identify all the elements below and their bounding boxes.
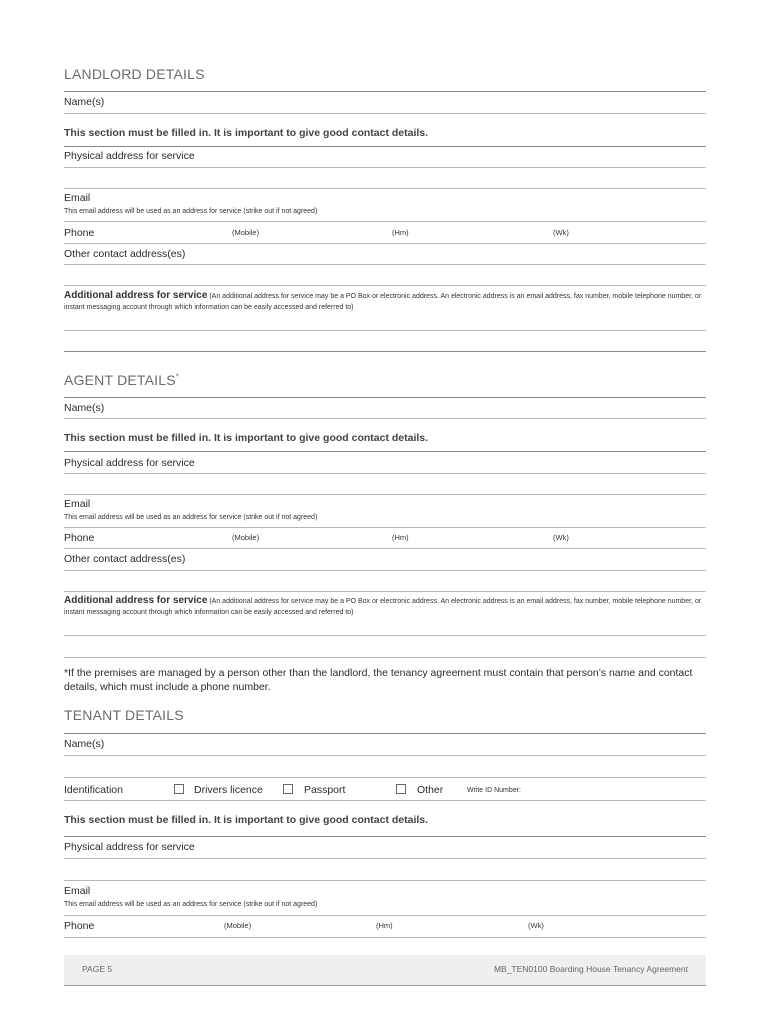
tenant-physical-label: Physical address for service (64, 841, 195, 853)
landlord-additional-address (64, 290, 704, 313)
tenant-phone-field[interactable] (64, 937, 706, 938)
divider (64, 733, 706, 734)
landlord-heading: LANDLORD DETAILS (64, 66, 205, 82)
tenant-names-label: Name(s) (64, 738, 105, 750)
agent-email-note: This email address will be used as an address for service (strike out if not agreed) (64, 514, 318, 521)
agent-names-label: Name(s) (64, 402, 105, 414)
agent-additional-field[interactable] (64, 635, 706, 636)
divider (64, 397, 706, 398)
divider (64, 146, 706, 147)
landlord-phone-wk: (Wk) (553, 228, 569, 237)
agent-phone-mobile: (Mobile) (232, 533, 260, 542)
tenant-email-note: This email address will be used as an address for service (strike out if not agreed) (64, 901, 318, 908)
agent-additional-bold: Additional address for service (64, 595, 208, 606)
agent-physical-field-2[interactable] (64, 494, 706, 495)
landlord-email-note: This email address will be used as an address for service (strike out if not agreed) (64, 208, 318, 215)
agent-other-field[interactable] (64, 570, 706, 571)
landlord-physical-label: Physical address for service (64, 150, 195, 162)
agent-heading-mark: * (175, 372, 180, 382)
tenant-id-field[interactable] (64, 800, 706, 801)
document-title: MB_TEN0100 Boarding House Tenancy Agreement (493, 964, 688, 974)
agent-physical-field[interactable] (64, 473, 706, 474)
landlord-names-label: Name(s) (64, 96, 105, 108)
agent-heading-text: AGENT DETAILS (64, 372, 176, 388)
tenant-id-label: Identification (64, 784, 123, 796)
landlord-other-label: Other contact address(es) (64, 248, 186, 260)
tenant-phone-hm: (Hm) (376, 921, 393, 930)
landlord-phone-field[interactable] (64, 243, 706, 244)
tenant-physical-field[interactable] (64, 858, 706, 859)
agent-must-fill-note: This section must be filled in. It is important to give good contact details. (64, 432, 429, 444)
landlord-additional-note: (An additional address for service may be a PO Box or electronic address. An electronic address is an email address, fax number, mobile telephone number, or instant messaging account through which information can be easily accessed and referred to) (64, 293, 702, 311)
agent-footnote: *If the premises are managed by a person other than the landlord, the tenancy agreement must contain that person’s name and contact details, which must include a phone number. (64, 667, 693, 693)
landlord-phone-hm: (Hm) (392, 228, 409, 237)
other-checkbox[interactable] (396, 784, 406, 794)
agent-phone-wk: (Wk) (553, 533, 569, 542)
agent-phone-hm: (Hm) (392, 533, 409, 542)
tenant-email-field[interactable] (64, 915, 706, 916)
drivers-licence-checkbox[interactable] (174, 784, 184, 794)
landlord-must-fill-note: This section must be filled in. It is important to give good contact details. (64, 127, 429, 139)
page-number: PAGE 5 (82, 964, 113, 974)
landlord-other-field[interactable] (64, 264, 706, 265)
tenant-must-fill-note: This section must be filled in. It is important to give good contact details. (64, 814, 429, 826)
agent-other-field-2[interactable] (64, 591, 706, 592)
tenant-heading: TENANT DETAILS (64, 707, 184, 723)
landlord-email-label: Email (64, 192, 91, 204)
other-label: Other (417, 784, 444, 796)
agent-phone-field[interactable] (64, 548, 706, 549)
tenant-phone-label: Phone (64, 920, 95, 932)
landlord-additional-field-2[interactable] (64, 351, 706, 352)
tenant-physical-field-2[interactable] (64, 880, 706, 881)
landlord-email-field[interactable] (64, 221, 706, 222)
landlord-physical-field[interactable] (64, 167, 706, 168)
agent-heading (64, 372, 179, 388)
write-id-label: Write ID Number: (467, 787, 521, 794)
landlord-additional-field[interactable] (64, 330, 706, 331)
divider (64, 836, 706, 837)
divider (64, 451, 706, 452)
landlord-phone-mobile: (Mobile) (232, 228, 260, 237)
drivers-licence-label: Drivers licence (194, 784, 263, 796)
agent-physical-label: Physical address for service (64, 457, 195, 469)
landlord-phone-label: Phone (64, 227, 95, 239)
tenant-names-field-2[interactable] (64, 777, 706, 778)
tenant-email-label: Email (64, 885, 91, 897)
tenant-phone-mobile: (Mobile) (224, 921, 252, 930)
agent-email-field[interactable] (64, 527, 706, 528)
landlord-additional-bold: Additional address for service (64, 290, 208, 301)
passport-label: Passport (304, 784, 346, 796)
passport-checkbox[interactable] (283, 784, 293, 794)
agent-additional-address (64, 595, 704, 618)
agent-names-field[interactable] (64, 418, 706, 419)
agent-phone-label: Phone (64, 532, 95, 544)
tenant-names-field[interactable] (64, 755, 706, 756)
agent-additional-note: (An additional address for service may be a PO Box or electronic address. An electronic address is an email address, fax number, mobile telephone number, or instant messaging account through which information can be easily accessed and referred to) (64, 598, 702, 616)
agent-other-label: Other contact address(es) (64, 553, 186, 565)
divider (64, 91, 706, 92)
landlord-physical-field-2[interactable] (64, 188, 706, 189)
tenant-phone-wk: (Wk) (528, 921, 544, 930)
landlord-names-field[interactable] (64, 113, 706, 114)
page-footer (64, 955, 706, 986)
agent-additional-field-2[interactable] (64, 657, 706, 658)
agent-email-label: Email (64, 498, 91, 510)
landlord-other-field-2[interactable] (64, 285, 706, 286)
